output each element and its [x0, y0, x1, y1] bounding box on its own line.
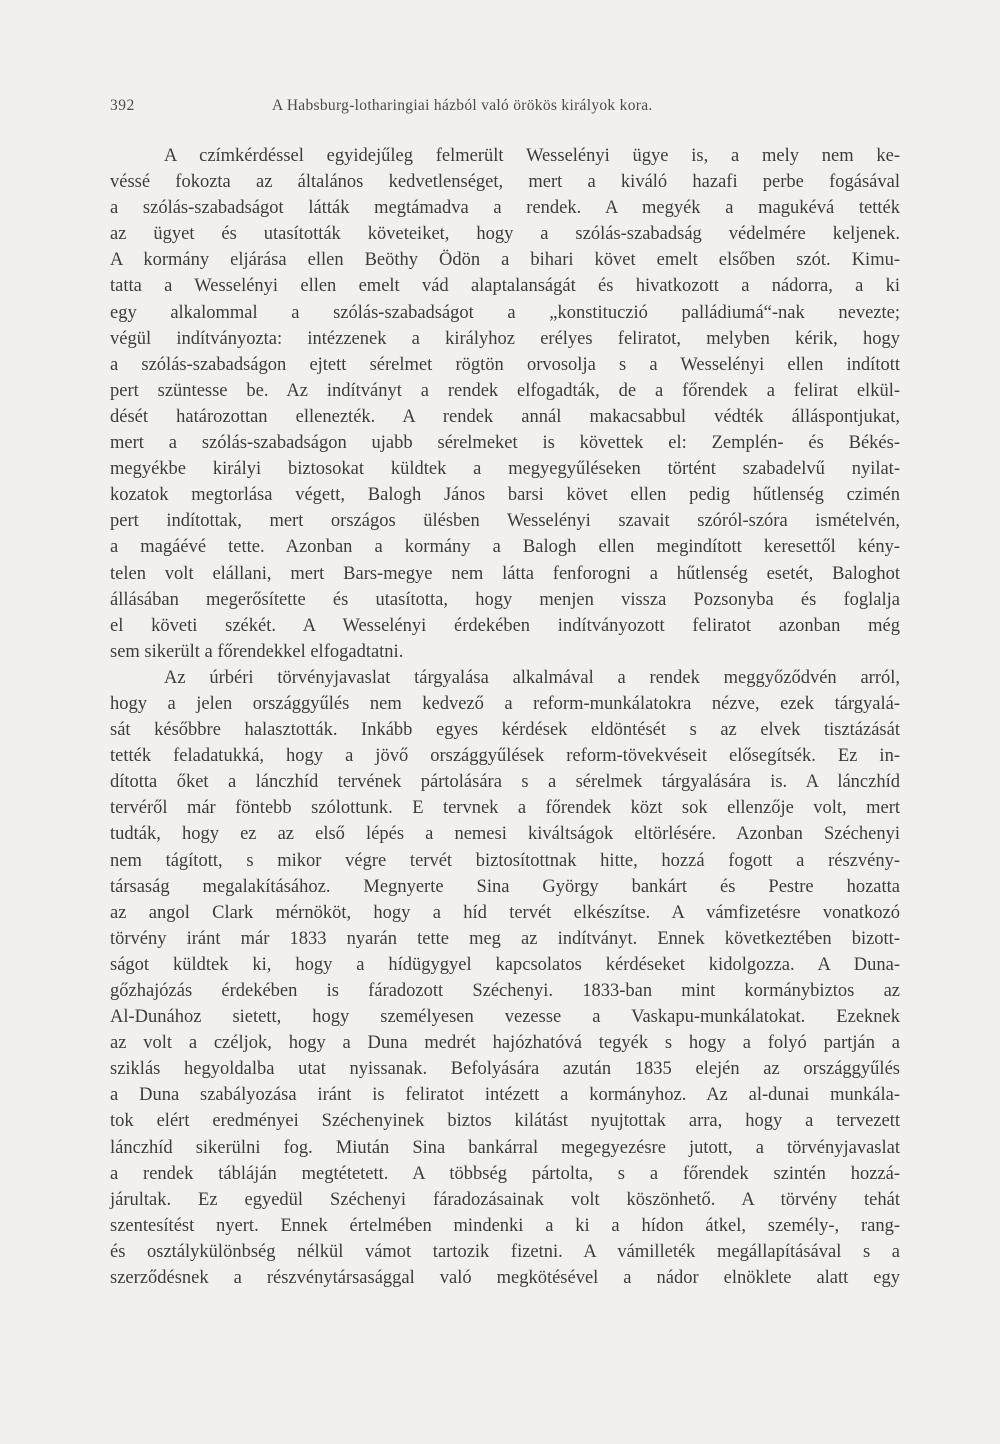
- text-line: a magáévé tette. Azonban a kormány a Balogh ellen megindított keresettől kény-: [110, 537, 900, 558]
- body-text: [110, 143, 900, 1291]
- text-line: tok elért eredményei Széchenyinek biztos kilátást nyujtottak arra, hogy a tervezett: [110, 1111, 900, 1132]
- text-line: tatta a Wesselényi ellen emelt vád alaptalanságát és hivatkozott a nádorra, a ki: [110, 276, 900, 297]
- text-line: A czímkérdéssel egyidejűleg felmerült Wesselényi ügye is, a mely nem ke-: [164, 146, 900, 166]
- text-line: tették feladatukká, hogy a jövő országgyűlések reform-tövekvéseit elősegítsék. Ez in-: [110, 746, 900, 767]
- text-line: el követi székét. A Wesselényi érdekében indítványozott feliratot azonban még: [110, 615, 900, 636]
- text-line: az volt a czéljok, hogy a Duna medrét hajózhatóvá tegyék s hogy a folyó partján a: [110, 1033, 900, 1054]
- text-line: megyékbe királyi biztosokat küldtek a megyegyűléseken történt szabadelvű nyilat-: [110, 459, 900, 480]
- text-line: tervéről már föntebb szólottunk. E tervnek a főrendek közt sok ellenzője volt, mert: [110, 798, 900, 819]
- page-number: 392: [110, 97, 135, 114]
- text-line: mert a szólás-szabadságon ujabb sérelmeket is követtek el: Zemplén- és Békés-: [110, 433, 900, 454]
- text-line: járultak. Ez egyedül Széchenyi fáradozásainak volt köszönhető. A törvény tehát: [110, 1189, 900, 1210]
- text-line: pert szüntesse be. Az indítványt a rendek elfogadták, de a főrendek a felirat elkül-: [110, 380, 900, 401]
- text-line: kozatok megtorlása végett, Balogh János barsi követ ellen pedig hűtlenség czimén: [110, 485, 900, 506]
- text-line: A kormány eljárása ellen Beöthy Ödön a bihari követ emelt elsőben szót. Kimu-: [110, 250, 900, 271]
- text-line: társaság megalakításához. Megnyerte Sina György bankárt és Pestre hozatta: [110, 876, 900, 897]
- text-line: a Duna szabályozása iránt is feliratot intézett a kormányhoz. Az al-dunai munkála-: [110, 1085, 900, 1106]
- text-line: sziklás hegyoldalba utat nyissanak. Befolyására azután 1835 elején az országgyűlés: [110, 1059, 900, 1080]
- running-title: A Habsburg-lotharingiai házból való örökös királyok kora.: [272, 97, 653, 114]
- text-line: szentesítést nyert. Ennek értelmében mindenki a ki a hídon átkel, személy-, rang-: [110, 1215, 900, 1236]
- text-line: gőzhajózás érdekében is fáradozott Széchenyi. 1833-ban mint kormánybiztos az: [110, 981, 900, 1001]
- text-line: lánczhíd sikerülni fog. Miután Sina bankárral megegyezésre jutott, a törvényjavaslat: [110, 1137, 900, 1158]
- text-line: tudták, hogy ez az első lépés a nemesi kiváltságok eltörlésére. Azonban Széchenyi: [110, 824, 900, 845]
- text-line: Al-Dunához sietett, hogy személyesen vezesse a Vaskapu-munkálatokat. Ezeknek: [110, 1007, 900, 1028]
- text-line: egy alkalommal a szólás-szabadságot a „konstituczió palládiumá“-nak nevezte;: [110, 302, 900, 323]
- text-line: állásában megerősítette és utasította, hogy menjen vissza Pozsonyba és foglalja: [110, 589, 900, 610]
- text-line: nem tágított, s mikor végre tervét biztosítottnak hitte, hozzá fogott a részvény-: [110, 850, 900, 871]
- paragraph-wesselenyi: [110, 143, 900, 665]
- text-line: pert indítottak, mert országos ülésben Wesselényi szavait szóról-szóra ismételvén,: [110, 511, 900, 532]
- text-line: sát későbbre halasztották. Inkább egyes kérdések eldöntését s az elvek tisztázását: [110, 720, 900, 741]
- text-line: törvény iránt már 1833 nyarán tette meg az indítványt. Ennek következtében bizott-: [110, 928, 900, 949]
- text-line: az ügyet és utasították követeiket, hogy a szólás-szabadság védelmére keljenek.: [110, 224, 900, 245]
- text-line: végül indítványozta: intézzenek a királyhoz erélyes feliratot, melyben kérik, hogy: [110, 328, 900, 349]
- text-line: hogy a jelen országgyűlés nem kedvező a reform-munkálatokra nézve, ezek tárgyalá-: [110, 693, 900, 714]
- text-line: telen volt elállani, mert Bars-megye nem látta fenforogni a hűtlenség esetét, Baloghot: [110, 563, 900, 584]
- text-line: a szólás-szabadságot látták megtámadva a rendek. A megyék a magukévá tették: [110, 198, 900, 219]
- text-line: Az úrbéri törvényjavaslat tárgyalása alkalmával a rendek meggyőződvén arról,: [164, 667, 900, 688]
- text-line: sem sikerült a főrendekkel elfogadtatni.: [110, 641, 404, 662]
- text-line: a szólás-szabadságon ejtett sérelmet rögtön orvosolja s a Wesselényi ellen indított: [110, 354, 900, 375]
- text-line: véssé fokozta az általános kedvetlenséget, mert a kiváló hazafi perbe fogásával: [110, 172, 900, 193]
- text-line: és osztálykülönbség nélkül vámot tartozik fizetni. A vámilleték megállapításával s a: [110, 1241, 900, 1262]
- text-line: szerződésnek a részvénytársasággal való megkötésével a nádor elnöklete alatt egy: [110, 1268, 900, 1289]
- text-line: az angol Clark mérnököt, hogy a híd tervét elkészítse. A vámfizetésre vonatkozó: [110, 902, 900, 923]
- text-line: dította őket a lánczhíd tervének pártolására s a sérelmek tárgyalására is. A lánczhíd: [110, 772, 900, 793]
- running-head: [110, 94, 900, 118]
- text-line: ságot küldtek ki, hogy a hídügygyel kapcsolatos kérdéseket kidolgozza. A Duna-: [110, 954, 900, 975]
- text-line: dését határozottan ellenezték. A rendek annál makacsabbul védték álláspontjukat,: [110, 406, 900, 427]
- text-line: a rendek tábláján megtétetett. A többség pártolta, s a főrendek szintén hozzá-: [110, 1163, 900, 1184]
- paragraph-urberi: [110, 665, 900, 1291]
